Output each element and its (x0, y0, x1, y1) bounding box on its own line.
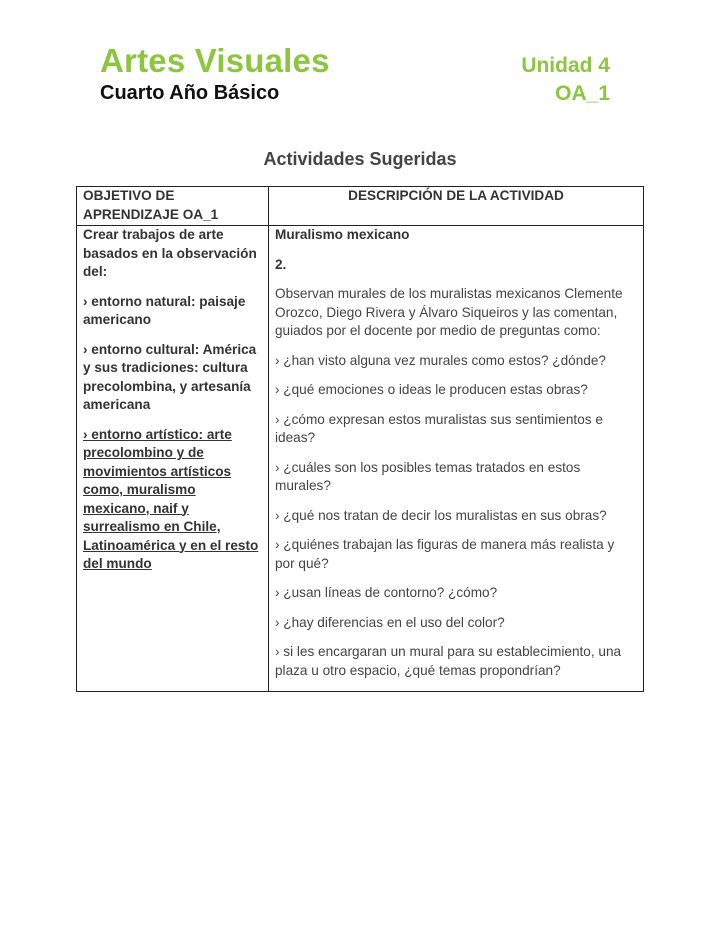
page-header-right (521, 52, 610, 108)
section-title: Actividades Sugeridas (263, 149, 457, 169)
table-header-row (77, 187, 644, 226)
activities-table (76, 186, 644, 692)
activity-description: Observan murales de los muralistas mexicanos Clemente Orozco, Diego Rivera y Álvaro Siqueiros y las comentan, guiados por el docente por medio de preguntas como: (275, 286, 623, 338)
unit-label: Unidad 4 (521, 54, 610, 77)
question-item: › ¿qué emociones o ideas le producen estas obras? (275, 382, 588, 397)
objective-cell (77, 226, 269, 692)
question-item: › ¿han visto alguna vez murales como estos? ¿dónde? (275, 352, 606, 368)
objective-code: OA_1 (555, 82, 610, 105)
objective-item: › entorno natural: paisaje americano (83, 293, 246, 327)
question-item: › ¿cuáles son los posibles temas tratados en estos murales? (275, 459, 581, 493)
objective-item: › entorno cultural: América y sus tradiciones: cultura precolombina, y artesanía americana (83, 341, 257, 412)
grade-title: Cuarto Año Básico (100, 82, 280, 104)
activity-number: 2. (275, 256, 287, 272)
table-row (77, 226, 644, 692)
question-item: › ¿cómo expresan estos muralistas sus sentimientos e ideas? (275, 411, 603, 445)
question-item: › ¿usan líneas de contorno? ¿cómo? (275, 585, 498, 600)
description-column-header: DESCRIPCIÓN DE LA ACTIVIDAD (269, 187, 644, 226)
question-item: › ¿quiénes trabajan las figuras de manera más realista y por qué? (275, 537, 615, 571)
subject-title: Artes Visuales (100, 42, 330, 79)
objective-column-header: OBJETIVO DE APRENDIZAJE OA_1 (77, 187, 269, 226)
objective-item: › entorno artístico: arte precolombino y de movimientos artísticos como, muralismo mexicano, naif y surrealismo en Chile, Latinoamérica y en el resto del mundo (83, 426, 259, 571)
question-item: › ¿qué nos tratan de decir los muralistas en sus obras? (275, 507, 607, 523)
page-header-left (100, 40, 330, 106)
question-item: › ¿hay diferencias en el uso del color? (275, 614, 505, 630)
objective-intro: Crear trabajos de arte basados en la observación del: (83, 227, 257, 279)
activity-cell (269, 226, 644, 692)
activity-title: Muralismo mexicano (275, 227, 410, 242)
question-item: › si les encargaran un mural para su establecimiento, una plaza u otro espacio, ¿qué temas propondrían? (275, 644, 622, 678)
